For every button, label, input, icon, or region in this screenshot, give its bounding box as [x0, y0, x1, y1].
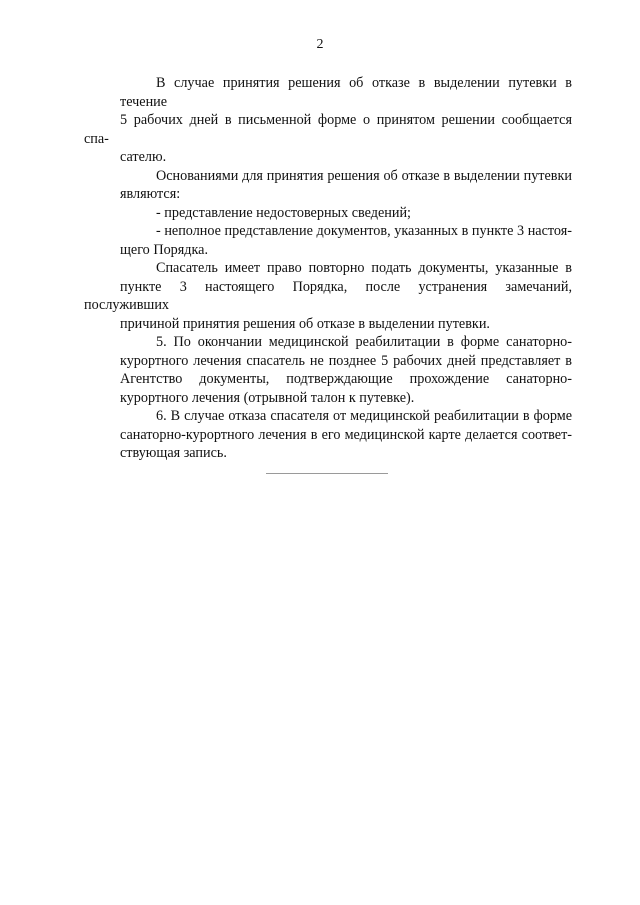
- paragraph-refusal-notice: [84, 74, 572, 167]
- text-line: являются:: [120, 186, 181, 202]
- text-line: курортного лечения спасатель не позднее 5 рабочих дней представляет в: [120, 352, 572, 369]
- list-item-incomplete-documents: [84, 222, 572, 259]
- text-line: 5. По окончании медицинской реабилитации в форме санаторно-: [156, 334, 572, 350]
- paragraph-item-5: [84, 333, 572, 407]
- text-line: причиной принятия решения об отказе в выделении путевки.: [120, 315, 490, 332]
- list-item-unreliable-info: [84, 204, 572, 223]
- paragraph-refusal-grounds: [84, 167, 572, 204]
- end-separator-line: [266, 473, 388, 474]
- text-line: 5 рабочих дней в письменной форме о принятом решении сообщается спа-: [84, 112, 572, 147]
- paragraph-resubmission-right: [84, 259, 572, 333]
- text-line: 6. В случае отказа спасателя от медицинской реабилитации в форме: [156, 408, 572, 424]
- text-line: - представление недостоверных сведений;: [156, 204, 411, 221]
- text-line: курортного лечения (отрывной талон к путевке).: [120, 389, 415, 406]
- text-line: Агентство документы, подтверждающие прохождение санаторно-: [120, 371, 572, 387]
- text-line: ствующая запись.: [120, 445, 227, 461]
- text-line: В случае принятия решения об отказе в выделении путевки в течение: [120, 75, 572, 110]
- text-line: Спасатель имеет право повторно подать документы, указанные в: [156, 260, 572, 276]
- text-line: щего Порядка.: [120, 241, 209, 258]
- text-line: санаторно-курортного лечения в его медицинской карте делается соответ-: [120, 426, 572, 443]
- text-line: сателю.: [120, 149, 167, 165]
- document-body: [84, 74, 572, 463]
- page-number: 2: [316, 37, 324, 52]
- text-line: Основаниями для принятия решения об отказе в выделении путевки: [156, 167, 572, 184]
- text-line: - неполное представление документов, указанных в пункте 3 настоя-: [156, 223, 572, 239]
- paragraph-item-6: [84, 407, 572, 463]
- text-line: пункте 3 настоящего Порядка, после устранения замечаний, послуживших: [84, 278, 572, 313]
